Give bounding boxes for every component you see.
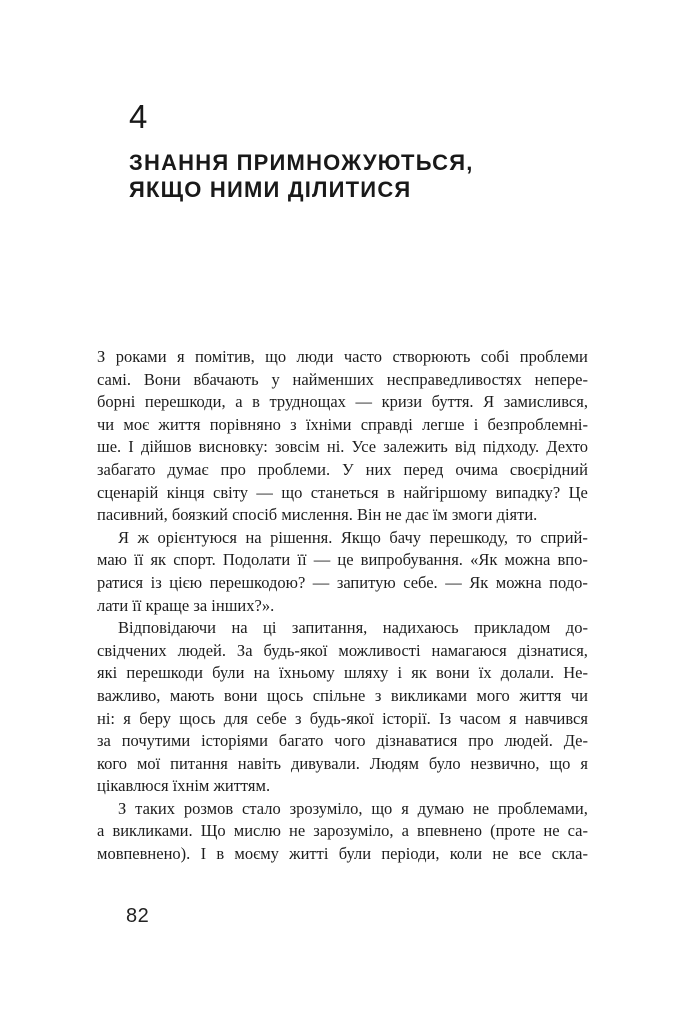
chapter-title-line-1: ЗНАННЯ ПРИМНОЖУЮТЬСЯ, [129,150,474,175]
text-line: З таких розмов стало зрозуміло, що я думаю не проблемами, [118,798,588,818]
chapter-title-line-2: ЯКЩО НИМИ ДІЛИТИСЯ [129,177,412,202]
text-line: маю її як спорт. Подолати її — це випробування. «Як можна впо- [97,550,588,570]
text-line: ше. І дійшов висновку: зовсім ні. Усе залежить від підходу. Дехто [97,437,588,457]
text-line: чи моє життя порівняно з їхніми справді легше і безпроблемні- [97,414,588,434]
text-line: пасивний, боязкий спосіб мислення. Він не дає їм змоги діяти. [97,505,538,525]
text-line: за почутими історіями багато чого дізнаватися про людей. Де- [97,731,588,751]
text-line: які перешкоди були на їхньому шляху і як вони їх долали. Не- [97,663,588,683]
text-line: борні перешкоди, а в труднощах — кризи буття. Я замислився, [97,392,588,412]
text-line: Я ж орієнтуюся на рішення. Якщо бачу перешкоду, то сприй- [118,527,588,547]
text-line: ратися із цією перешкодою? — запитую себе. — Як можна подо- [97,572,588,592]
text-line: ні: я беру щось для себе з будь-якої історії. Із часом я навчився [97,708,588,728]
text-line: а викликами. Що мислю не зарозуміло, а впевнено (проте не са- [97,821,588,841]
text-line: лати її краще за інших?». [97,595,275,615]
text-line: свідчених людей. За будь-якої можливості намагаюся дізнатися, [97,640,588,660]
text-line: Відповідаючи на ці запитання, надихаюсь прикладом до- [118,618,588,638]
text-line: кого мої питання навіть дивували. Людям було незвично, що я [97,753,588,773]
chapter-header [129,100,474,203]
chapter-title [129,149,474,203]
text-line: мовпевнено). І в моєму житті були періоди, коли не все скла- [97,844,588,864]
page-number-label: 82 [126,905,150,927]
page-body-text [97,346,588,866]
text-line: самі. Вони вбачають у найменших несправедливостях непере- [97,369,588,389]
chapter-number: 4 [129,98,148,135]
text-line: цікавлюся їхнім життям. [97,776,271,796]
text-line: забагато думає про проблеми. У них перед очима своєрідний [97,459,588,479]
text-line: сценарій кінця світу — що станеться в найгіршому випадку? Це [97,482,588,502]
text-line: важливо, мають вони щось спільне з викликами мого життя чи [97,685,588,705]
text-line: З роками я помітив, що люди часто створюють собі проблеми [97,347,588,366]
